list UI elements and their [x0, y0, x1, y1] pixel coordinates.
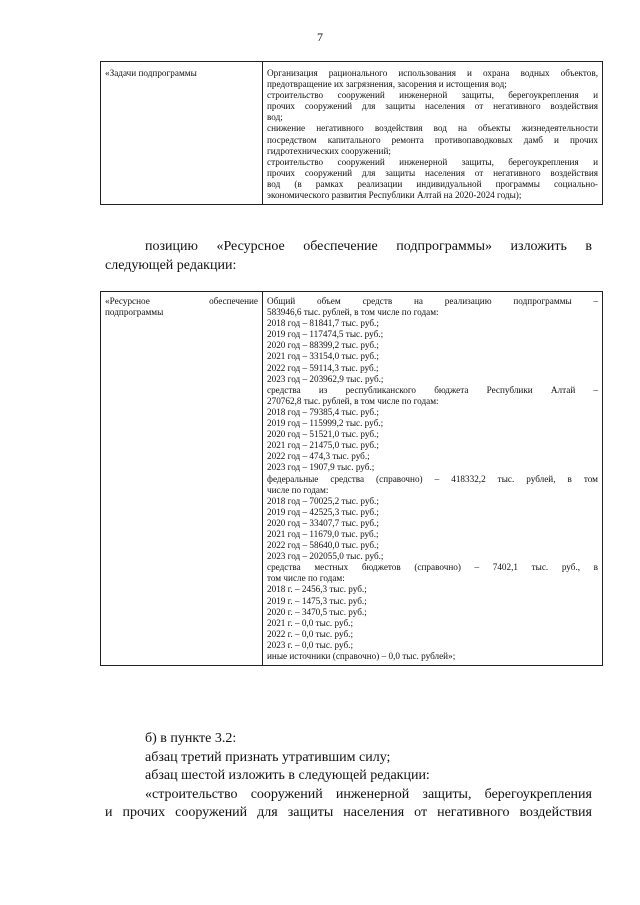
resource-line: 270762,8 тыс. рублей, в том числе по годам: [267, 395, 439, 406]
resource-line: средства местных бюджетов (справочно) – 7402,1 тыс. руб., в [267, 562, 598, 573]
resource-line: 2020 год – 33407,7 тыс. руб.; [267, 517, 379, 528]
resource-line: 2019 г. – 1475,3 тыс. руб.; [267, 595, 367, 606]
paragraph-line: позицию «Ресурсное обеспечение подпрограммы» изложить в [145, 239, 592, 254]
resource-line: 2021 год – 11679,0 тыс. руб.; [267, 528, 379, 539]
resource-line: 2022 г. – 0,0 тыс. руб.; [267, 628, 353, 639]
tasks-line: прочих сооружений для защиты населения от негативного воздействия [267, 167, 598, 178]
resource-content-cell [263, 292, 603, 666]
resource-line: 2019 год – 42525,3 тыс. руб.; [267, 506, 379, 517]
resource-line: 2023 год – 1907,9 тыс. руб.; [267, 462, 375, 473]
resource-line: 2018 год – 81841,7 тыс. руб.; [267, 318, 379, 329]
tasks-label-cell [101, 62, 263, 205]
tasks-line: гидротехнических сооружений; [267, 145, 391, 156]
resource-line: 583946,6 тыс. рублей, в том числе по годам: [267, 307, 439, 318]
tasks-line: прочих сооружений для защиты населения от негативного воздействия [267, 101, 598, 112]
resource-line: средства из республиканского бюджета Республики Алтай – [267, 384, 598, 395]
resource-label-word: обеспечение [209, 296, 258, 306]
resource-line: 2018 год – 70025,2 тыс. руб.; [267, 495, 379, 506]
tasks-line: снижение негативного воздействия вод на объекты жизнедеятельности [267, 123, 598, 134]
resource-line: 2022 год – 59114,3 тыс. руб.; [267, 362, 379, 373]
resource-label-line: подпрограммы [105, 307, 164, 318]
table-row [101, 292, 603, 666]
table-row [101, 62, 603, 205]
amendment-paragraphs [105, 730, 592, 823]
resource-line: 2023 год – 202055,0 тыс. руб.; [267, 551, 384, 562]
resource-label-word: «Ресурсное [105, 296, 150, 306]
paragraph-line: абзац третий признать утратившим силу; [145, 749, 391, 765]
resource-line: 2023 год – 203962,9 тыс. руб.; [267, 373, 384, 384]
tasks-content-cell [263, 62, 603, 205]
paragraph-line: следующей редакции: [105, 257, 237, 273]
resource-line: федеральные средства (справочно) – 418332,2 тыс. рублей, в том [267, 473, 598, 484]
resource-line: 2022 год – 474,3 тыс. руб.; [267, 451, 370, 462]
resource-line: Общий объем средств на реализацию подпрограммы – [267, 296, 598, 306]
resource-line: 2021 год – 21475,0 тыс. руб.; [267, 440, 379, 451]
resource-line: числе по годам: [267, 484, 329, 495]
resource-line: 2020 год – 88399,2 тыс. руб.; [267, 340, 379, 351]
resource-line: 2021 г. – 0,0 тыс. руб.; [267, 617, 353, 628]
resource-label-line [105, 296, 258, 307]
resource-line: иные источники (справочно) – 0,0 тыс. рублей»; [267, 651, 456, 661]
resource-line: 2020 год – 51521,0 тыс. руб.; [267, 429, 379, 440]
resource-label-cell [101, 292, 263, 666]
resource-line: 2020 г. – 3470,5 тыс. руб.; [267, 606, 367, 617]
position-paragraph [105, 238, 592, 275]
paragraph-line: и прочих сооружений для защиты населения от негативного воздействия [105, 805, 592, 821]
tasks-line: посредством капитального ремонта противопаводковых дамб и прочих [267, 134, 598, 145]
resource-line: 2019 год – 117474,5 тыс. руб.; [267, 329, 384, 340]
resource-line: том числе по годам: [267, 573, 345, 584]
resource-line: 2018 год – 79385,4 тыс. руб.; [267, 406, 379, 417]
tasks-line: Организация рационального использования и охрана водных объектов, [267, 68, 598, 78]
resource-line: 2022 год – 58640,0 тыс. руб.; [267, 540, 379, 551]
subprogram-tasks-table [100, 61, 603, 205]
resource-line: 2018 г. – 2456,3 тыс. руб.; [267, 584, 367, 595]
tasks-line: предотвращение их загрязнения, засорения и истощения вод; [267, 79, 507, 90]
tasks-line: строительство сооружений инженерной защиты, берегоукрепления и [267, 90, 598, 101]
tasks-line: вод; [267, 112, 283, 123]
tasks-line: экономического развития Республики Алтай на 2020-2024 годы); [267, 190, 522, 201]
tasks-line: вод (в рамках реализации индивидуальной программы социально- [267, 178, 598, 189]
resource-line: 2023 г. – 0,0 тыс. руб.; [267, 639, 353, 650]
paragraph-line: «строительство сооружений инженерной защиты, берегоукрепления [145, 786, 592, 802]
page-number: 7 [317, 30, 323, 44]
resource-line: 2019 год – 115999,2 тыс. руб.; [267, 418, 384, 429]
paragraph-line: абзац шестой изложить в следующей редакции: [145, 768, 430, 784]
resource-line: 2021 год – 33154,0 тыс. руб.; [267, 351, 379, 362]
tasks-label: «Задачи подпрограммы [105, 68, 197, 78]
resource-provision-table [100, 291, 603, 666]
tasks-line: строительство сооружений инженерной защиты, берегоукрепления и [267, 156, 598, 167]
paragraph-line: б) в пункте 3.2: [145, 731, 237, 746]
